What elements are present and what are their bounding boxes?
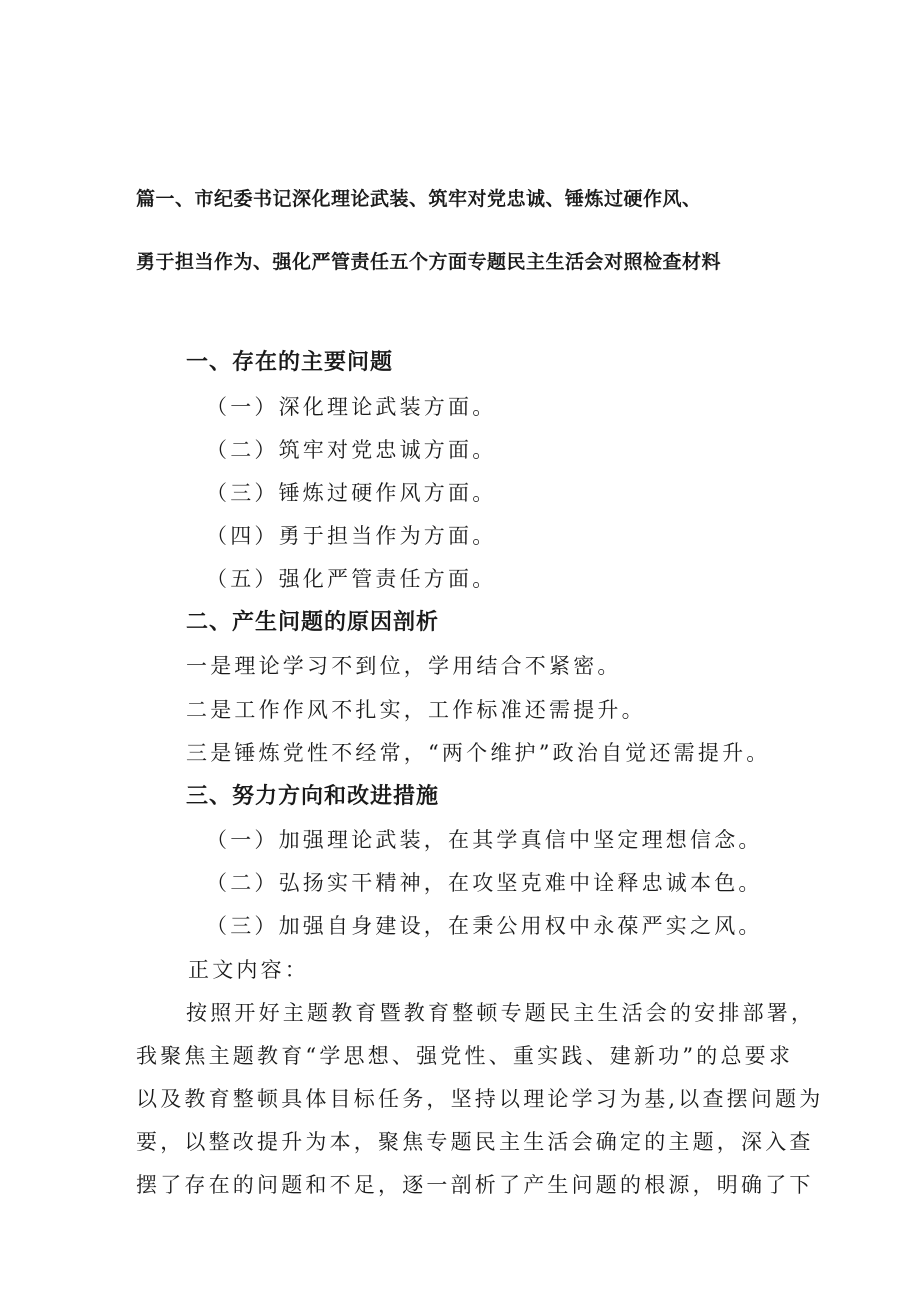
problem-item: （五）强化严管责任方面。 [206, 567, 497, 591]
body-paragraph-line: 摆了存在的问题和不足，逐一剖析了产生问题的根源，明确了下 [136, 1173, 814, 1197]
measure-item: （一）加强理论武装，在其学真信中坚定理想信念。 [206, 828, 763, 852]
document-title-line-2: 勇于担当作为、强化严管责任五个方面专题民主生活会对照检查材料 [136, 251, 722, 273]
body-paragraph-line: 我聚焦主题教育“学思想、强党性、重实践、建新功”的总要求 [136, 1044, 794, 1068]
measure-item: （三）加强自身建设，在秉公用权中永葆严实之风。 [206, 914, 763, 938]
document-title-line-1: 篇一、市纪委书记深化理论武装、筑牢对党忠诚、锤炼过硬作风、 [136, 188, 702, 210]
cause-item: 一是理论学习不到位，学用结合不紧密。 [186, 654, 622, 678]
section-heading-causes: 二、产生问题的原因剖析 [186, 610, 440, 635]
measure-item: （二）弘扬实干精神，在攻坚克难中诠释忠诚本色。 [206, 871, 763, 895]
cause-item: 二是工作作风不扎实，工作标准还需提升。 [186, 698, 646, 722]
cause-item: 三是锤炼党性不经常，“两个维护”政治自觉还需提升。 [186, 741, 771, 765]
body-paragraph-line: 以及教育整顿具体目标任务，坚持以理论学习为基,以查摆问题为 [136, 1087, 824, 1111]
body-paragraph-line: 要，以整改提升为本，聚焦专题民主生活会确定的主题，深入查 [136, 1130, 814, 1154]
problem-item: （四）勇于担当作为方面。 [206, 524, 497, 548]
problem-item: （一）深化理论武装方面。 [206, 395, 497, 419]
problem-item: （二）筑牢对党忠诚方面。 [206, 438, 497, 462]
section-heading-measures: 三、努力方向和改进措施 [186, 784, 440, 809]
section-heading-problems: 一、存在的主要问题 [186, 350, 394, 375]
body-label: 正文内容： [188, 958, 309, 982]
body-paragraph-line: 按照开好主题教育暨教育整顿专题民主生活会的安排部署， [186, 1001, 816, 1025]
problem-item: （三）锤炼过硬作风方面。 [206, 481, 497, 505]
